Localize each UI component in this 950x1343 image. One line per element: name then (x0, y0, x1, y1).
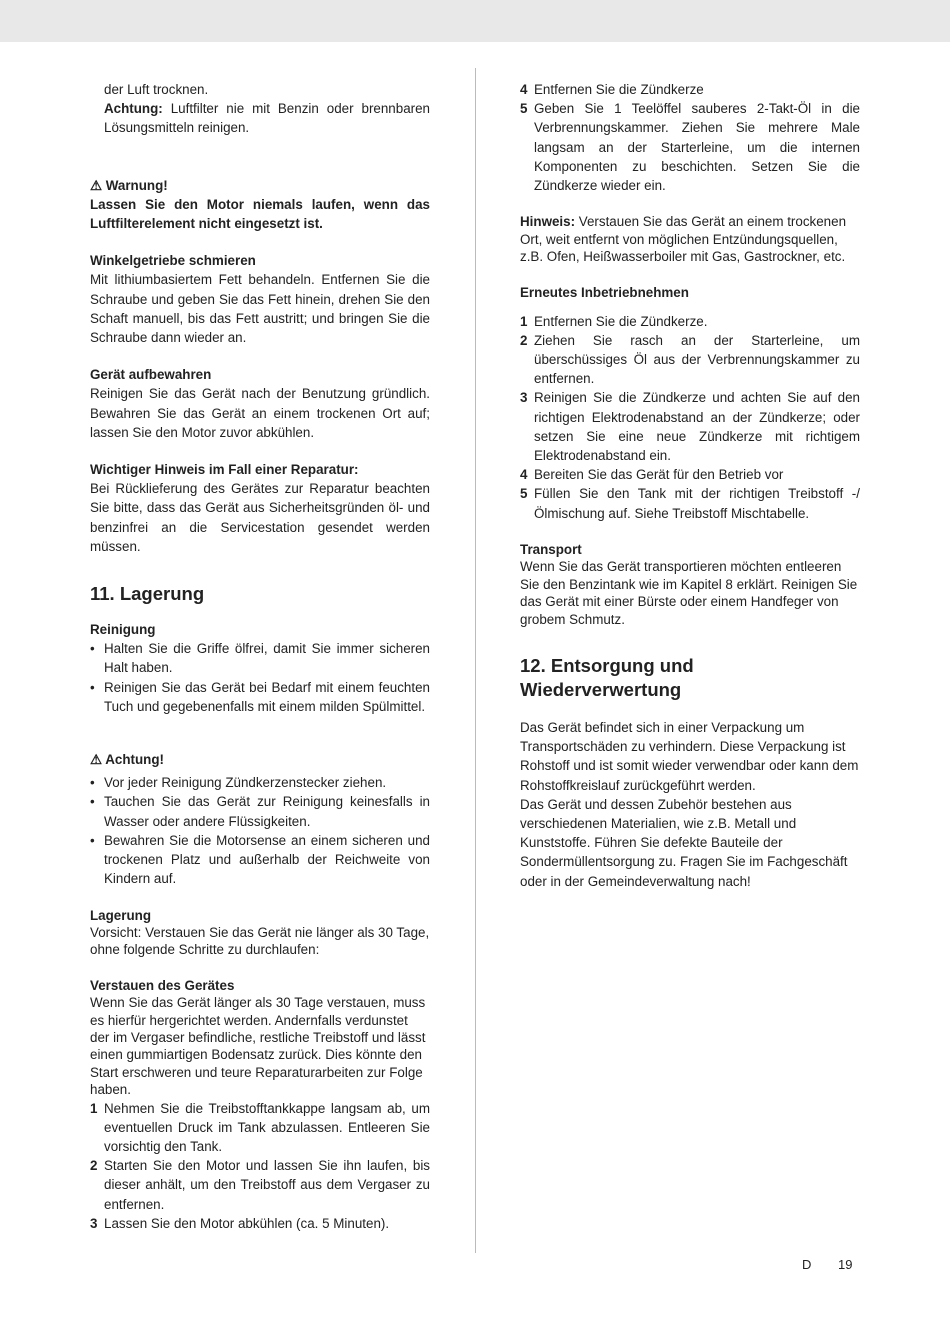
hinweis-note (520, 213, 860, 265)
list-item (90, 1099, 430, 1157)
erneut-heading: Erneutes Inbetriebnehmen (520, 285, 689, 301)
erneut-steps (520, 312, 860, 523)
list-item (90, 1214, 430, 1233)
section-12-title: 12. Entsorgung und Wiederverwertung (520, 654, 694, 700)
step-text: Nehmen Sie die Treibstofftankkappe langsam ab, um eventuellen Druck im Tank abzulassen. Entleeren Sie vorsichtig den Tank. (104, 1100, 430, 1154)
step-text: Füllen Sie den Tank mit der richtigen Treibstoff -/ Ölmischung auf. Siehe Treibstoff Mischtabelle. (534, 486, 860, 521)
right-column (520, 80, 860, 891)
winkel-heading: Winkelgetriebe schmieren (90, 253, 256, 269)
achtung-label: Achtung: (104, 101, 163, 117)
list-item (520, 312, 860, 331)
achtung2-title-row (90, 750, 430, 769)
section-11-title: 11. Lagerung (90, 583, 205, 605)
lagerung-text: Vorsicht: Verstauen Sie das Gerät nie länger als 30 Tage, ohne folgende Schritte zu durchlaufen: (90, 924, 430, 958)
intro-continuation: der Luft trocknen. (104, 82, 209, 97)
warning-triangle-icon: ⚠ (90, 177, 103, 193)
warnung-text: Lassen Sie den Motor niemals laufen, wenn das Luftfilterelement nicht eingesetzt ist. (90, 196, 430, 232)
transport-text: Wenn Sie das Gerät transportieren möchten entleeren Sie den Benzintank wie im Kapitel 8 erklärt. Reinigen Sie das Gerät mit einer Bürste oder einem Handfeger von grobem Schmutz. (520, 559, 858, 627)
left-column (90, 80, 430, 1233)
reparatur-text: Bei Rücklieferung des Gerätes zur Reparatur beachten Sie bitte, dass das Gerät aus Sicherheitsgründen öl- und benzinfrei an die Servicestation gesendet werden müssen. (90, 481, 430, 554)
step-number: 4 (520, 467, 528, 483)
transport-heading: Transport (520, 541, 582, 557)
step-text: Entfernen Sie die Zündkerze (534, 82, 704, 97)
warning-triangle-icon: ⚠ (90, 752, 103, 768)
top-bar (0, 0, 950, 42)
step-number: 5 (520, 101, 528, 117)
list-item (520, 99, 860, 195)
step-number: 3 (90, 1215, 98, 1231)
step-number: 1 (520, 313, 528, 329)
step-number: 1 (90, 1100, 98, 1116)
step-number: 3 (520, 390, 528, 406)
verstauen-text: Wenn Sie das Gerät länger als 30 Tage verstauen, muss es hierfür hergerichtet werden. Andernfalls verdunstet der im Vergaser befindliche, restliche Treibstoff und lässt einen gummiartigen Bodensatz zurück. Dies könnte den Start erschweren und teure Reparaturarbeiten zur Folge haben. (90, 995, 426, 1098)
footer-language: D (802, 1257, 812, 1272)
step-text: Starten Sie den Motor und lassen Sie ihn laufen, bis dieser anhält, um den Treibstoff aus dem Vergaser zu entfernen. (104, 1158, 430, 1212)
lagerung-heading: Lagerung (90, 907, 152, 923)
reparatur-heading: Wichtiger Hinweis im Fall einer Reparatur: (90, 462, 359, 478)
step-number: 4 (520, 82, 528, 97)
step-text: Bereiten Sie das Gerät für den Betrieb vor (534, 467, 784, 483)
entsorgung-paragraph-2: Das Gerät und dessen Zubehör bestehen aus verschiedenen Materialien, wie z.B. Metall und Kunststoffe. Führen Sie defekte Bauteile der Sondermüllentsorgung zu. Fragen Sie im Fachgeschäft oder in der Gemeindeverwaltung nach! (520, 796, 848, 889)
achtung-text: Luftfilter nie mit Benzin oder brennbaren Lösungsmitteln reinigen. (104, 101, 430, 136)
achtung2-title: Achtung! (105, 752, 165, 768)
step-text: Lassen Sie den Motor abkühlen (ca. 5 Minuten). (104, 1215, 390, 1231)
list-item (520, 388, 860, 465)
reinigung-heading: Reinigung (90, 622, 156, 638)
page-number: 19 (838, 1257, 853, 1272)
warnung-title: Warnung! (105, 177, 168, 193)
verstauen-heading: Verstauen des Gerätes (90, 977, 235, 993)
hinweis-text: Verstauen Sie das Gerät an einem trockenen Ort, weit entfernt von möglichen Entzündungsquellen, z.B. Ofen, Heißwasserboiler mit Gas, Gastrockner, etc. (520, 214, 847, 265)
list-item: • Halten Sie die Griffe ölfrei, damit Sie immer sicheren Halt haben. (90, 639, 430, 677)
list-item (520, 80, 860, 99)
achtung2-list (90, 773, 430, 888)
storage-steps-continued (520, 80, 860, 195)
list-item (520, 465, 860, 484)
achtung-note (90, 99, 430, 137)
column-divider (475, 68, 476, 1253)
list-item: • Tauchen Sie das Gerät zur Reinigung keinesfalls in Wasser oder andere Flüssigkeiten. (90, 792, 430, 830)
entsorgung-paragraph-1: Das Gerät befindet sich in einer Verpackung um Transportschäden zu verhindern. Diese Verpackung ist Rohstoff und ist somit wieder verwendbar oder kann dem Rohstoffkreislauf zurückgeführt werden. (520, 719, 859, 793)
step-text: Entfernen Sie die Zündkerze. (534, 313, 708, 329)
aufbewahren-text: Reinigen Sie das Gerät nach der Benutzung gründlich. Bewahren Sie das Gerät an einem trockenen Ort auf; lassen Sie den Motor zuvor abkühlen. (90, 386, 430, 440)
list-item (520, 331, 860, 389)
hinweis-label: Hinweis: (520, 214, 576, 230)
warnung-title-row (90, 176, 430, 195)
reinigung-list (90, 639, 430, 716)
step-text: Reinigen Sie die Zündkerze und achten Sie auf den richtigen Elektrodenabstand an der Zündkerze; oder setzen Sie eine neue Zündkerze mit richtigem Elektrodenabstand ein. (534, 390, 860, 464)
winkel-text: Mit lithiumbasiertem Fett behandeln. Entfernen Sie die Schraube und geben Sie das Fett hinein, drehen Sie den Schaft manuell, bis das Fett austritt; und bringen Sie die Schraube dann wieder an. (90, 272, 430, 346)
list-item: • Vor jeder Reinigung Zündkerzenstecker ziehen. (90, 773, 430, 792)
verstauen-steps (90, 1099, 430, 1233)
step-text: Geben Sie 1 Teelöffel sauberes 2-Takt-Öl in die Verbrennungskammer. Ziehen Sie mehrere Male langsam an der Starterleine, um die internen Komponenten zu beschichten. Setzen Sie die Zündkerze wieder ein. (534, 101, 860, 194)
step-text: Ziehen Sie rasch an der Starterleine, um überschüssiges Öl aus der Verbrennungskammer zu entfernen. (534, 332, 860, 387)
step-number: 2 (90, 1158, 98, 1174)
aufbewahren-heading: Gerät aufbewahren (90, 367, 212, 383)
step-number: 5 (520, 486, 528, 502)
list-item: • Reinigen Sie das Gerät bei Bedarf mit einem feuchten Tuch und gegebenenfalls mit einem milden Spülmittel. (90, 678, 430, 716)
list-item (520, 484, 860, 522)
list-item: • Bewahren Sie die Motorsense an einem sicheren und trockenen Platz und außerhalb der Reichweite von Kindern auf. (90, 831, 430, 889)
list-item (90, 1156, 430, 1214)
step-number: 2 (520, 332, 528, 348)
